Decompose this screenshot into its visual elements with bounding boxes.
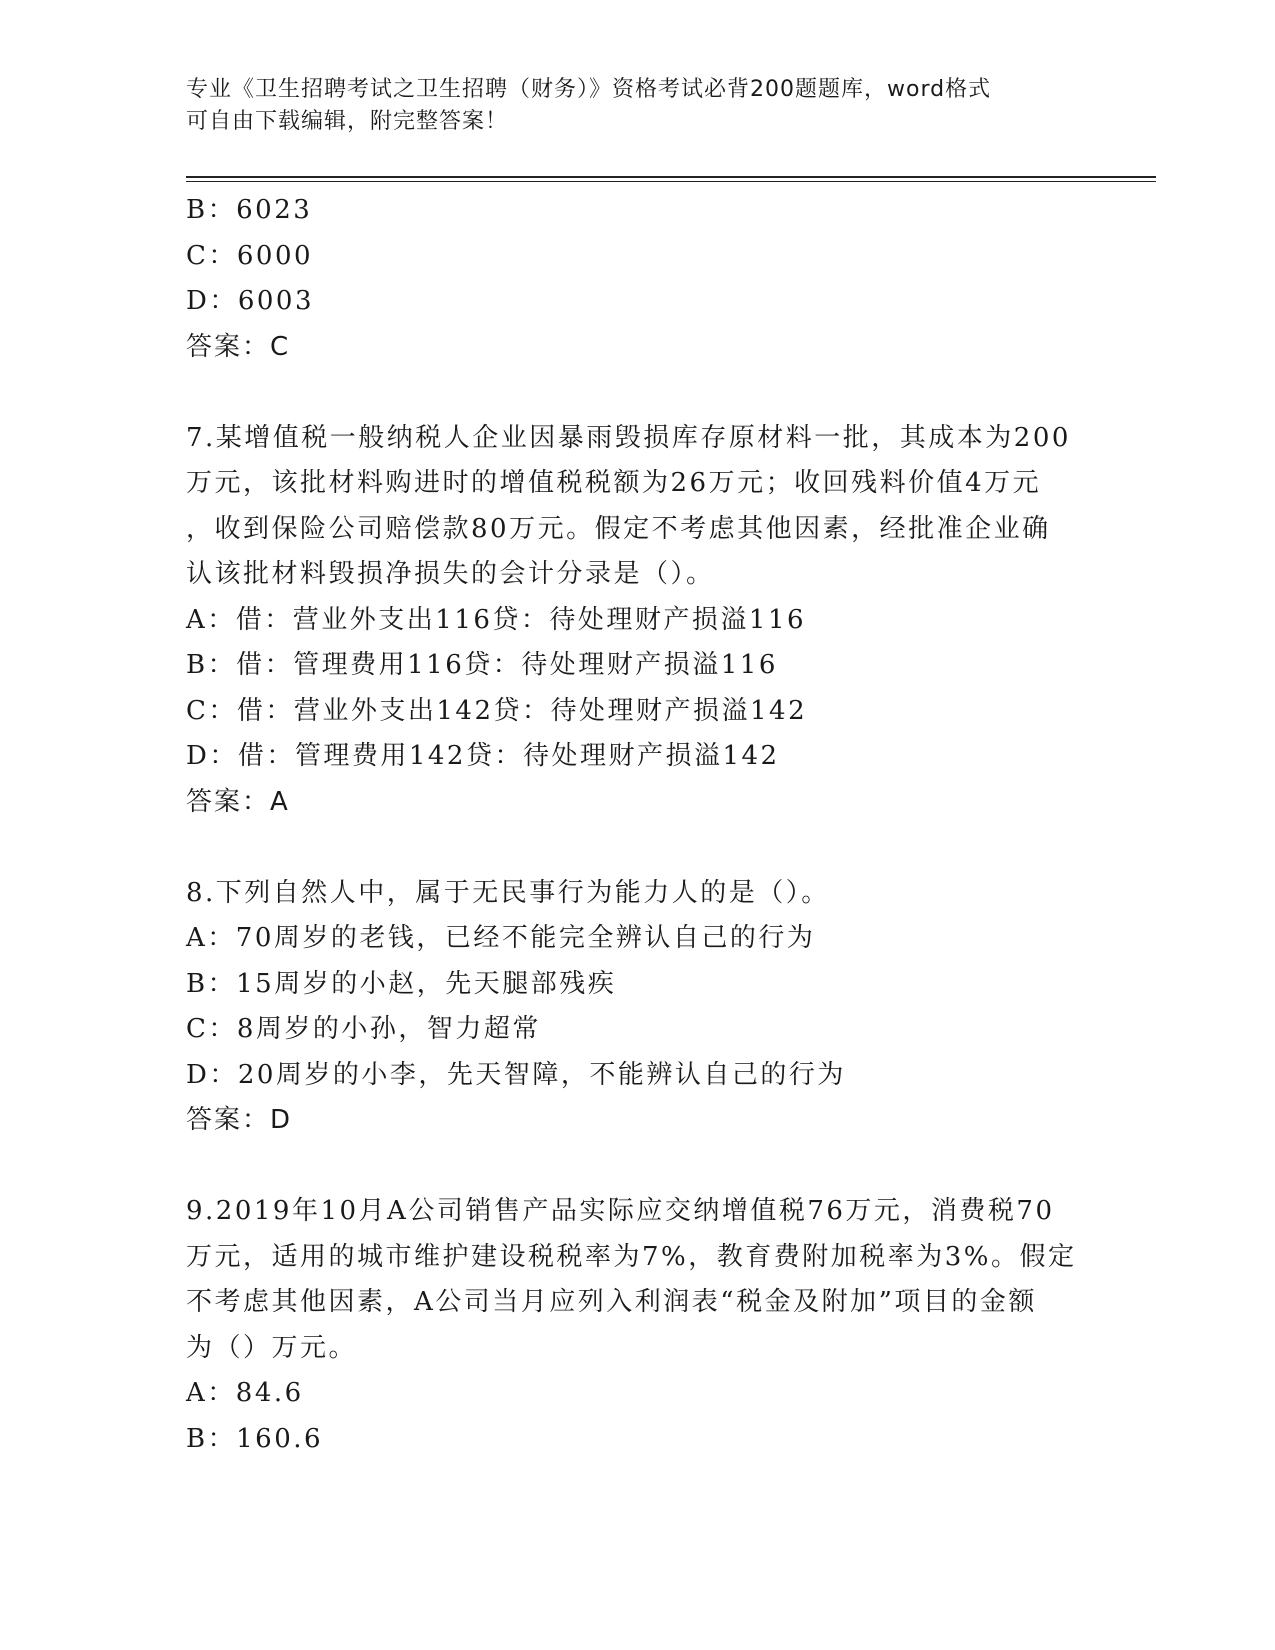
option-a: A：84.6: [186, 1378, 304, 1408]
question-stem-line: 8.下列自然人中，属于无民事行为能力人的是（）。: [186, 877, 830, 908]
option-c: C：6000: [186, 240, 314, 271]
header-divider-thick: [186, 176, 1156, 178]
header-divider-thin: [186, 181, 1156, 182]
option-b: B：借：管理费用116贷：待处理财产损溢116: [186, 650, 778, 680]
header-line-1: 专业《卫生招聘考试之卫生招聘（财务）》资格考试必背200题题库，word格式: [186, 77, 992, 102]
option-c: C：借：营业外支出142贷：待处理财产损溢142: [186, 695, 808, 726]
answer-line: 答案：C: [186, 331, 291, 362]
question-stem-line: 万元，该批材料购进时的增值税税额为26万元；收回残料价值4万元: [186, 468, 1042, 498]
spacer: [186, 1144, 1086, 1190]
question-stem-line: 为（）万元。: [186, 1332, 358, 1363]
option-d: D：借：管理费用142贷：待处理财产损溢142: [186, 741, 780, 771]
option-a: A：借：营业外支出116贷：待处理财产损溢116: [186, 604, 807, 635]
question-stem-line: 不考虑其他因素，A公司当月应列入利润表“税金及附加”项目的金额: [186, 1287, 1037, 1317]
option-a: A：70周岁的老钱，已经不能完全辨认自己的行为: [186, 923, 816, 953]
answer-line: 答案：D: [186, 1105, 293, 1135]
option-b: B：6023: [186, 195, 313, 225]
spacer: [186, 825, 1086, 871]
answer-line: 答案：A: [186, 786, 290, 817]
question-stem-line: 认该批材料毁损净损失的会计分录是（）。: [186, 559, 715, 589]
option-d: D：20周岁的小李，先天智障，不能辨认自己的行为: [186, 1059, 846, 1090]
question-stem-line: ，收到保险公司赔偿款80万元。假定不考虑其他因素，经批准企业确: [186, 513, 1051, 544]
question-stem-line: 9.2019年10月A公司销售产品实际应交纳增值税76万元，消费税70: [186, 1196, 1055, 1226]
question-9-block: [186, 1189, 1086, 1462]
question-stem-line: 7.某增值税一般纳税人企业因暴雨毁损库存原材料一批，其成本为200: [186, 422, 1071, 453]
question-7-block: [186, 416, 1086, 826]
document-header: [186, 74, 1066, 138]
question-8-block: [186, 871, 1086, 1144]
option-b: B：15周岁的小赵，先天腿部残疾: [186, 968, 617, 999]
header-line-2: 可自由下载编辑，附完整答案！: [186, 109, 509, 134]
spacer: [186, 370, 1086, 416]
question-6-block: [186, 188, 1086, 370]
option-b: B：160.6: [186, 1423, 324, 1454]
question-stem-line: 万元，适用的城市维护建设税税率为7%，教育费附加税率为3%。假定: [186, 1241, 1077, 1272]
option-d: D：6003: [186, 286, 315, 316]
document-body: [186, 188, 1086, 1462]
option-c: C：8周岁的小孙，智力超常: [186, 1014, 541, 1044]
